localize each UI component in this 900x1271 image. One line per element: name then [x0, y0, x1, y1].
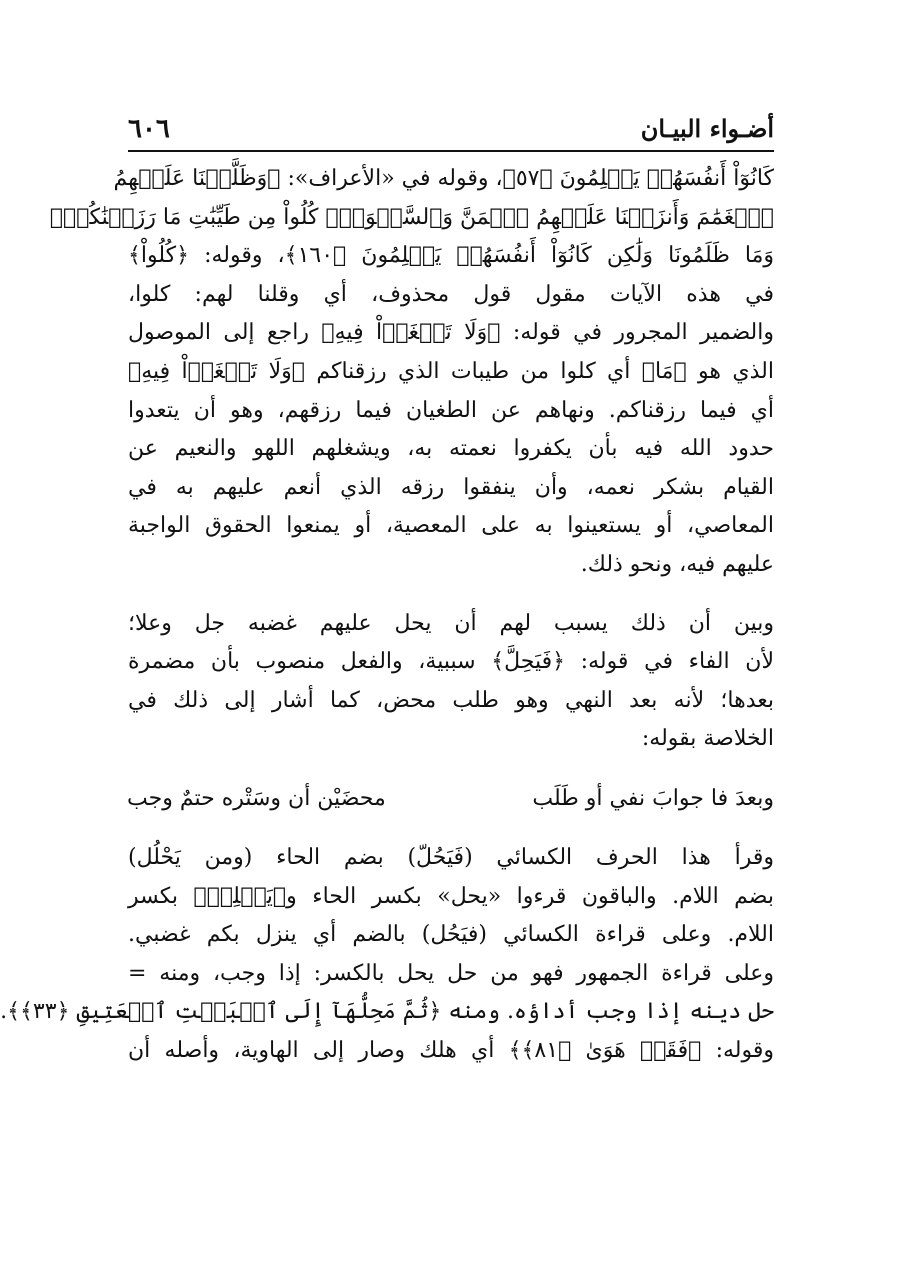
book-title: أضـواء البيـان — [640, 114, 774, 143]
text-line: حدود الله فيه بأن يكفروا نعمته به، ويشغلهم اللهو والنعيم عن — [128, 436, 774, 462]
text-line: في هذه الآيات مقول قول محذوف، أي وقلنا لهم: كلوا، — [128, 281, 774, 307]
paragraph-gap — [128, 585, 774, 605]
verse-first-hemistich: وبعدَ فا جوابَ نفي أو طَلَب — [532, 785, 774, 811]
text-line: وقوله: ﴿فَقَدۡ هَوَىٰ ﴿٨١﴾﴾ أي هلك وصار إلى الهاوية، وأصله أن — [128, 1037, 774, 1063]
text-line: القيام بشكر نعمه، وأن ينفقوا رزقه الذي أنعم عليهم به في — [128, 474, 774, 500]
text-line: وَمَا ظَلَمُونَا وَلَٰكِن كَانُوٓاْ أَنفُسَهُمۡ يَظۡلِمُونَ ﴿١٦٠﴾، وقوله: ﴿كُلُواْ﴾ — [128, 243, 774, 269]
page-number: ٦٠٦ — [128, 114, 170, 144]
text-line: عليهم فيه، ونحو ذلك. — [580, 551, 774, 577]
page-body — [0, 160, 774, 1070]
text-line: اللام. وعلى قراءة الكسائي (فيَحُل) بالضم أي ينزل بكم غضبي. — [128, 922, 774, 948]
text-line: الخلاصة بقوله: — [641, 726, 774, 752]
verse-second-hemistich: محضَيْن أن وسَتْره حتمٌ وجب — [127, 785, 386, 811]
paragraph-1 — [49, 160, 774, 585]
text-line: بعدها؛ لأنه بعد النهي وهو طلب محض، كما أشار إلى ذلك في — [128, 687, 774, 713]
text-line: وقرأ هذا الحرف الكسائي (فَيَحُلّ) بضم الحاء (ومن يَحْلُل) — [128, 844, 774, 870]
text-line: ٱلۡغَمَٰمَ وَأَنزَلۡنَا عَلَيۡهِمُ ٱلۡمَنَّ وَٱلسَّلۡوَىٰۖ كُلُواْ مِن طَيِّبَٰتِ مَا رَزَقۡنَٰكُمۡۚ — [49, 204, 774, 230]
paragraph-gap — [128, 819, 774, 839]
text-line: حل دينه إذا وجب أداؤه. ومنه ﴿ثُمَّ مَحِلُّهَآ إِلَى ٱلۡبَيۡتِ ٱلۡعَتِيقِ ﴿٣٣﴾﴾. — [0, 999, 774, 1025]
text-line: لأن الفاء في قوله: ﴿فَيَحِلَّ﴾ سببية، والفعل منصوب بأن مضمرة — [128, 649, 774, 675]
text-line: أي فيما رزقناكم. ونهاهم عن الطغيان فيما رزقهم، وهو أن يتعدوا — [128, 397, 774, 423]
text-line: بضم اللام. والباقون قرءوا «يحل» بكسر الحاء و﴿يَحۡلِلۡ﴾ بكسر — [128, 883, 774, 909]
paragraph-2 — [128, 605, 774, 759]
text-line: والضمير المجرور في قوله: ﴿وَلَا تَطۡغَوۡاْ فِيهِ﴾ راجع إلى الموصول — [128, 320, 774, 346]
text-line: وبين أن ذلك يسبب لهم أن يحل عليهم غضبه جل وعلا؛ — [128, 610, 774, 636]
header-rule — [128, 150, 774, 152]
page-header — [128, 108, 774, 148]
text-line: وعلى قراءة الجمهور فهو من حل يحل بالكسر: إذا وجب، ومنه = — [128, 960, 774, 986]
text-line: المعاصي، أو يستعينوا به على المعصية، أو يمنعوا الحقوق الواجبة — [128, 513, 774, 539]
text-line: كَانُوٓاْ أَنفُسَهُمۡ يَظۡلِمُونَ ﴿٥٧﴾، وقوله في «الأعراف»: ﴿وَظَلَّلۡنَا عَلَيۡهِمُ — [113, 166, 774, 191]
paragraph-3 — [0, 839, 774, 1071]
paragraph-gap — [128, 759, 774, 779]
poetry-verse — [128, 779, 774, 819]
text-line: الذي هو ﴿مَا﴾ أي كلوا من طيبات الذي رزقناكم ﴿وَلَا تَطۡغَوۡاْ فِيهِ﴾ — [128, 358, 774, 384]
